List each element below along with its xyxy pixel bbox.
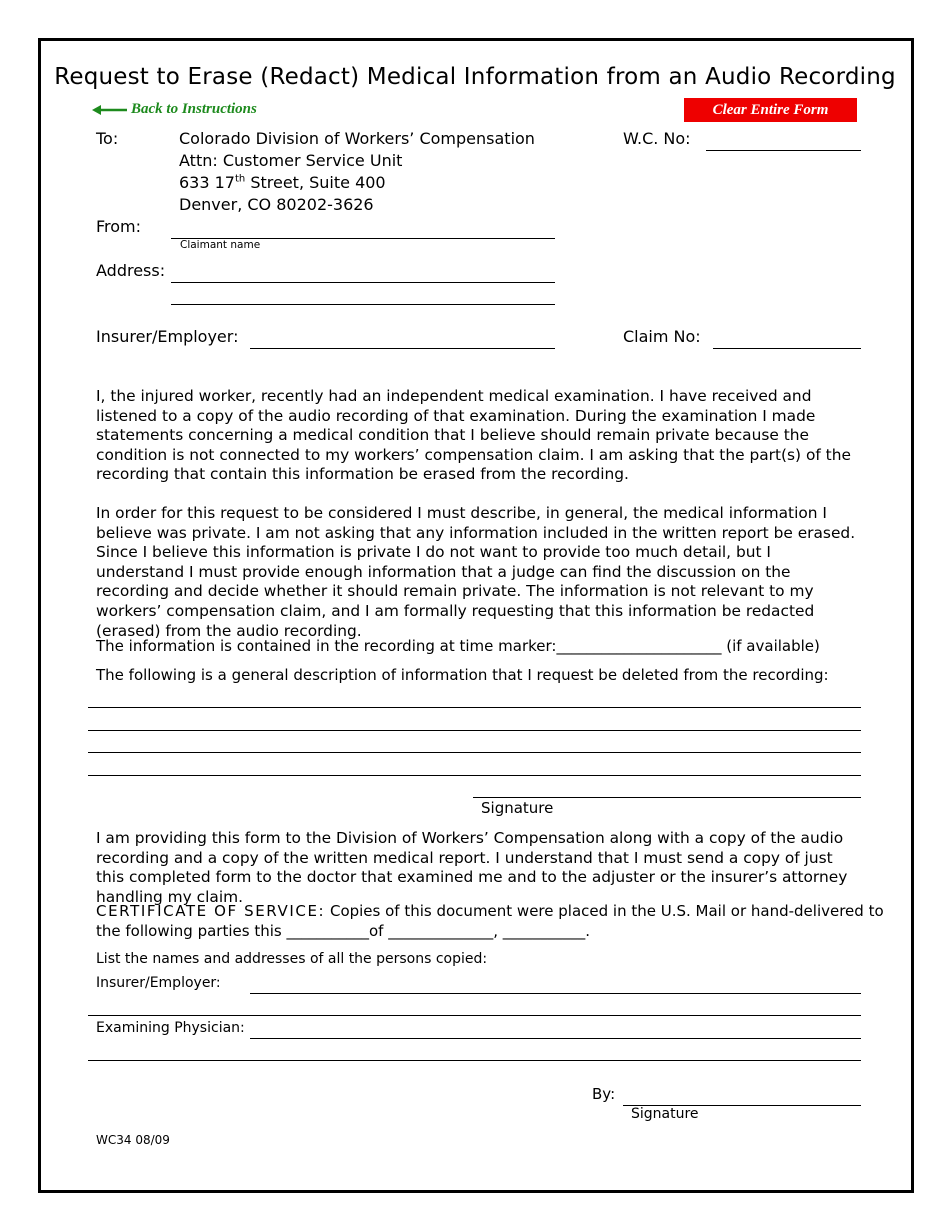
to-line-4: Denver, CO 80202-3626 <box>179 195 374 214</box>
to-line-3: 633 17th Street, Suite 400 <box>179 173 386 192</box>
signature-field[interactable] <box>473 797 861 798</box>
form-title: Request to Erase (Redact) Medical Information from an Audio Recording <box>54 64 896 90</box>
signature-caption: Signature <box>481 799 554 817</box>
wc-no-field[interactable] <box>706 150 861 151</box>
by-signature-caption: Signature <box>631 1106 699 1122</box>
insurer-employer-label-2: Insurer/Employer: <box>96 975 221 991</box>
from-label: From: <box>96 217 142 236</box>
description-line-1[interactable] <box>88 707 861 708</box>
insurer-employer-address-field-1[interactable] <box>250 993 861 994</box>
arrow-left-icon <box>92 104 128 116</box>
address-field-1[interactable] <box>171 282 555 283</box>
description-line-2[interactable] <box>88 730 861 731</box>
insurer-employer-address-field-2[interactable] <box>88 1015 861 1016</box>
certificate-of-service-line: CERTIFICATE OF SERVICE: Copies of this document were placed in the U.S. Mail or hand-delivered to <box>96 902 884 920</box>
address-label: Address: <box>96 261 166 280</box>
paragraph-1: I, the injured worker, recently had an independent medical examination. I have received and listened to a copy of the audio recording of that examination. During the examination I made statements concerning a medical condition that I believe should remain private because the condition is not connected to my workers’ compensation claim. I am asking that the part(s) of the recording that contain this information be erased from the recording. <box>96 387 851 484</box>
certificate-date-line: the following parties this ___________of ______________, ___________. <box>96 922 590 940</box>
claimant-name-caption: Claimant name <box>180 239 261 251</box>
by-label: By: <box>592 1085 616 1103</box>
paragraph-3: I am providing this form to the Division of Workers’ Compensation along with a copy of the audio recording and a copy of the written medical report. I understand that I must send a copy of just this completed form to the doctor that examined me and to the adjuster or the insurer’s attorney handling my claim. <box>96 829 848 906</box>
list-names-text: List the names and addresses of all the persons copied: <box>96 951 488 967</box>
certificate-label: CERTIFICATE OF SERVICE: <box>96 902 326 920</box>
form-id: WC34 08/09 <box>96 1133 170 1147</box>
time-marker-text: The information is contained in the recording at time marker:______________________ (if available) <box>96 637 820 655</box>
description-line-3[interactable] <box>88 752 861 753</box>
paragraph-2: In order for this request to be considered I must describe, in general, the medical information I believe was private. I am not asking that any information included in the written report be erased. Since I believe this information is private I do not want to provide too much detail, but I understand I must provide enough information that a judge can find the discussion on the recording and decide whether it should remain private. The information is not relevant to my workers’ compensation claim, and I am formally requesting that this information be redacted (erased) from the audio recording. <box>96 504 856 640</box>
insurer-employer-field[interactable] <box>250 348 555 349</box>
wc-no-label: W.C. No: <box>623 129 691 148</box>
claim-no-field[interactable] <box>713 348 861 349</box>
examining-physician-field-1[interactable] <box>250 1038 861 1039</box>
clear-form-button[interactable]: Clear Entire Form <box>684 98 857 122</box>
to-line-1: Colorado Division of Workers’ Compensation <box>179 129 535 148</box>
description-prompt: The following is a general description of information that I request be deleted from the recording: <box>96 666 829 684</box>
address-field-2[interactable] <box>171 304 555 305</box>
description-line-4[interactable] <box>88 775 861 776</box>
examining-physician-label: Examining Physician: <box>96 1020 245 1036</box>
claim-no-label: Claim No: <box>623 327 701 346</box>
to-label: To: <box>96 129 119 148</box>
to-line-2: Attn: Customer Service Unit <box>179 151 403 170</box>
examining-physician-field-2[interactable] <box>88 1060 861 1061</box>
insurer-employer-label: Insurer/Employer: <box>96 327 239 346</box>
back-link-label: Back to Instructions <box>131 101 257 117</box>
back-to-instructions-link[interactable] <box>92 101 257 118</box>
